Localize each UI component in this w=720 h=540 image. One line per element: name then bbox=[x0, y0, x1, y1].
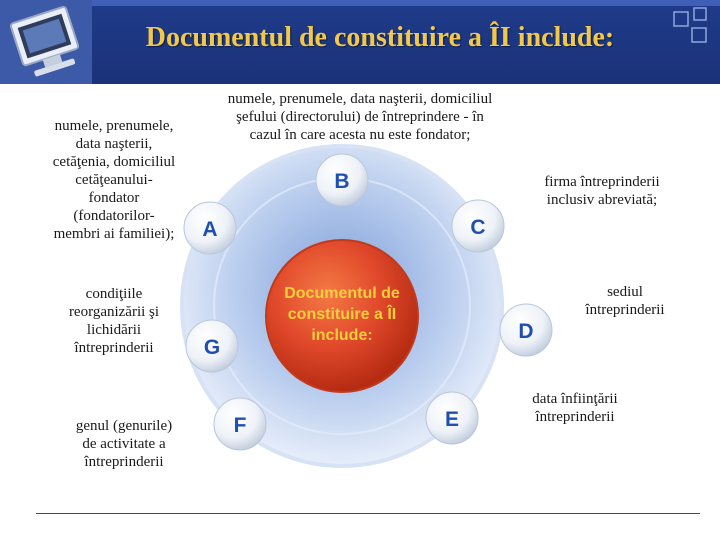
center-line-1: Documentul de bbox=[284, 285, 400, 302]
node-e bbox=[426, 392, 478, 444]
label-c: firma întreprinderii inclusiv abreviată; bbox=[544, 174, 660, 208]
node-d-letter: D bbox=[518, 320, 534, 343]
node-c-letter: C bbox=[470, 216, 486, 239]
label-b: numele, prenumele, data naşterii, domiciliul şefului (directorului) de întreprindere - în cazul în care acesta nu este fondator; bbox=[227, 91, 493, 143]
label-f: genul (genurile) de activitate a întreprinderii bbox=[75, 418, 173, 470]
node-f bbox=[214, 398, 266, 450]
node-f-letter: F bbox=[233, 414, 247, 437]
node-a-letter: A bbox=[202, 218, 218, 241]
node-b bbox=[316, 154, 368, 206]
node-g-letter: G bbox=[203, 336, 221, 359]
label-g: condiţiile reorganizării şi lichidării întreprinderii bbox=[68, 286, 160, 356]
label-a: numele, prenumele, data naşterii, cetăţenia, domiciliul cetăţeanului- fondator (fondatorilor- membri ai familiei); bbox=[52, 118, 176, 242]
node-g bbox=[186, 320, 238, 372]
label-d: sediul întreprinderii bbox=[585, 284, 665, 318]
node-e-letter: E bbox=[444, 408, 460, 431]
footer-divider bbox=[36, 513, 700, 514]
page-title: Documentul de constituire a ÎI include: bbox=[145, 22, 615, 53]
center-line-3: include: bbox=[311, 327, 373, 344]
node-c bbox=[452, 200, 504, 252]
node-b-letter: B bbox=[334, 170, 350, 193]
center-node bbox=[266, 240, 418, 392]
label-e: data înfiinţării întreprinderii bbox=[532, 391, 618, 425]
node-d bbox=[500, 304, 552, 356]
center-line-2: constituire a ÎI bbox=[287, 306, 397, 323]
